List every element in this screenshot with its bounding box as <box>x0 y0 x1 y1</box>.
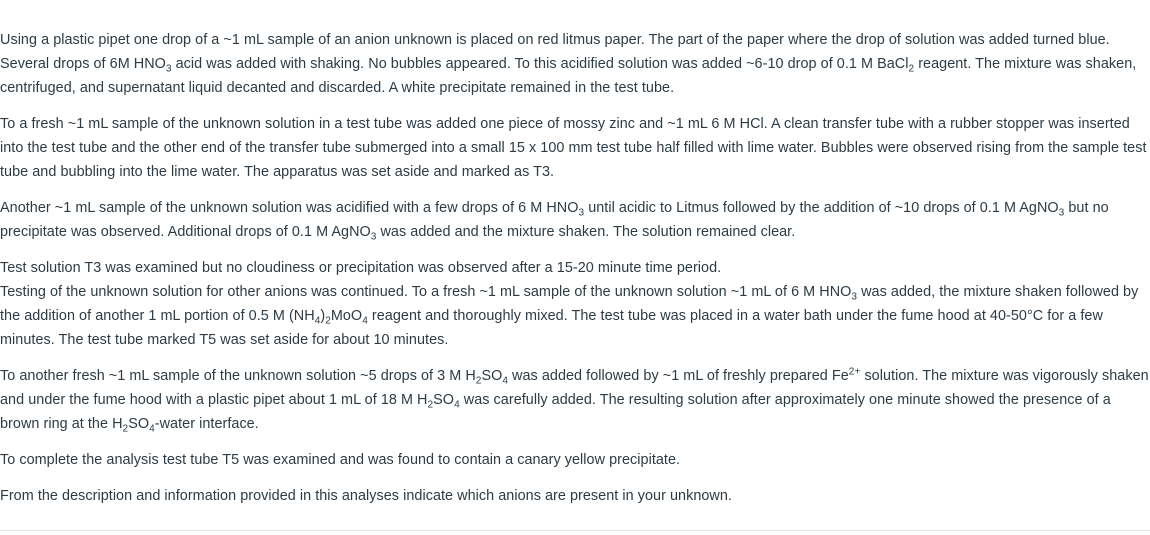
text-run: From the description and information provided in this analyses indicate which anions are present in your unknown. <box>0 488 732 504</box>
text-run: MoO <box>330 308 363 324</box>
text-run: -water interface. <box>154 416 259 432</box>
text-run: ) <box>320 308 326 324</box>
text-run: solution. The mixture was vigorously shaken and under the fume hood with a plastic pipet about 1 mL of 18 M H <box>0 368 1149 408</box>
paragraph-t3-result <box>0 256 1150 280</box>
text-run: To another fresh ~1 mL sample of the unknown solution ~5 drops of 3 M H <box>0 368 476 384</box>
superscript: 2+ <box>848 366 861 378</box>
subscript: 3 <box>165 63 172 75</box>
text-run: Test solution T3 was examined but no cloudiness or precipitation was observed after a 15-20 minute time period. <box>0 260 722 276</box>
paragraph-question-prompt <box>0 484 1150 508</box>
subscript: 2 <box>325 315 331 327</box>
text-run: acid was added with shaking. No bubbles appeared. To this acidified solution was added ~6-10 drop of 0.1 M BaCl <box>171 56 909 72</box>
subscript: 4 <box>149 423 155 435</box>
paragraph-zinc-limewater-test <box>0 112 1150 184</box>
text-run: reagent and thoroughly mixed. The test tube was placed in a water bath under the fume hood at 40-50°C for a few minutes. The test tube marked T5 was set aside for about 10 minutes. <box>0 308 1103 348</box>
text-run: reagent. The mixture was shaken, centrifuged, and supernatant liquid decanted and discarded. A white precipitate remained in the test tube. <box>0 56 1137 96</box>
text-run: was added, the mixture shaken followed by the addition of another 1 mL portion of 0.5 M (NH <box>0 284 1139 324</box>
subscript: 3 <box>578 207 585 219</box>
subscript: 4 <box>454 399 460 411</box>
text-run: until acidic to Litmus followed by the addition of ~10 drops of 0.1 M AgNO <box>584 200 1059 216</box>
text-run: was added and the mixture shaken. The solution remained clear. <box>376 224 796 240</box>
subscript: 4 <box>314 315 321 327</box>
text-run: Another ~1 mL sample of the unknown solution was acidified with a few drops of 6 M HNO <box>0 200 579 216</box>
subscript: 2 <box>475 375 482 387</box>
paragraph-t5-result <box>0 448 1150 472</box>
text-run: was added followed by ~1 mL of freshly prepared Fe <box>508 368 849 384</box>
paragraph-agno3-test <box>0 196 1150 244</box>
subscript: 4 <box>362 315 368 327</box>
subscript: 3 <box>370 231 377 243</box>
subscript: 3 <box>1058 207 1065 219</box>
subscript: 2 <box>427 399 434 411</box>
divider <box>0 530 1150 531</box>
text-run: To complete the analysis test tube T5 was examined and was found to contain a canary yellow precipitate. <box>0 452 681 468</box>
text-run: To a fresh ~1 mL sample of the unknown solution in a test tube was added one piece of mossy zinc and ~1 mL 6 M HCl. A clean transfer tube with a rubber stopper was inserted into the test tube and the other end of the transfer tube submerged into a small 15 x 100 mm test tube half filled with lime water. Bubbles were observed rising from the sample test tube and bubbling into the lime water. The apparatus was set aside and marked as T3. <box>0 116 1147 180</box>
text-run: but no precipitate was observed. Additional drops of 0.1 M AgNO <box>0 200 1109 240</box>
text-run: was carefully added. The resulting solution after approximately one minute showed the presence of a brown ring at the H <box>0 392 1111 432</box>
text-run: SO <box>481 368 503 384</box>
paragraph-molybdate-test <box>0 280 1150 352</box>
paragraph-litmus-bacl2-test <box>0 28 1150 100</box>
question-body <box>0 28 1150 520</box>
subscript: 2 <box>908 63 915 75</box>
text-run: SO <box>128 416 150 432</box>
text-run: Using a plastic pipet one drop of a ~1 mL sample of an anion unknown is placed on red litmus paper. The part of the paper where the drop of solution was added turned blue. Several drops of 6M HNO <box>0 32 1110 72</box>
subscript: 2 <box>122 423 129 435</box>
subscript: 4 <box>502 375 508 387</box>
subscript: 3 <box>851 291 858 303</box>
text-run: SO <box>433 392 455 408</box>
paragraph-brown-ring-test <box>0 364 1150 436</box>
text-run: Testing of the unknown solution for other anions was continued. To a fresh ~1 mL sample of the unknown solution ~1 mL of 6 M HNO <box>0 284 852 300</box>
